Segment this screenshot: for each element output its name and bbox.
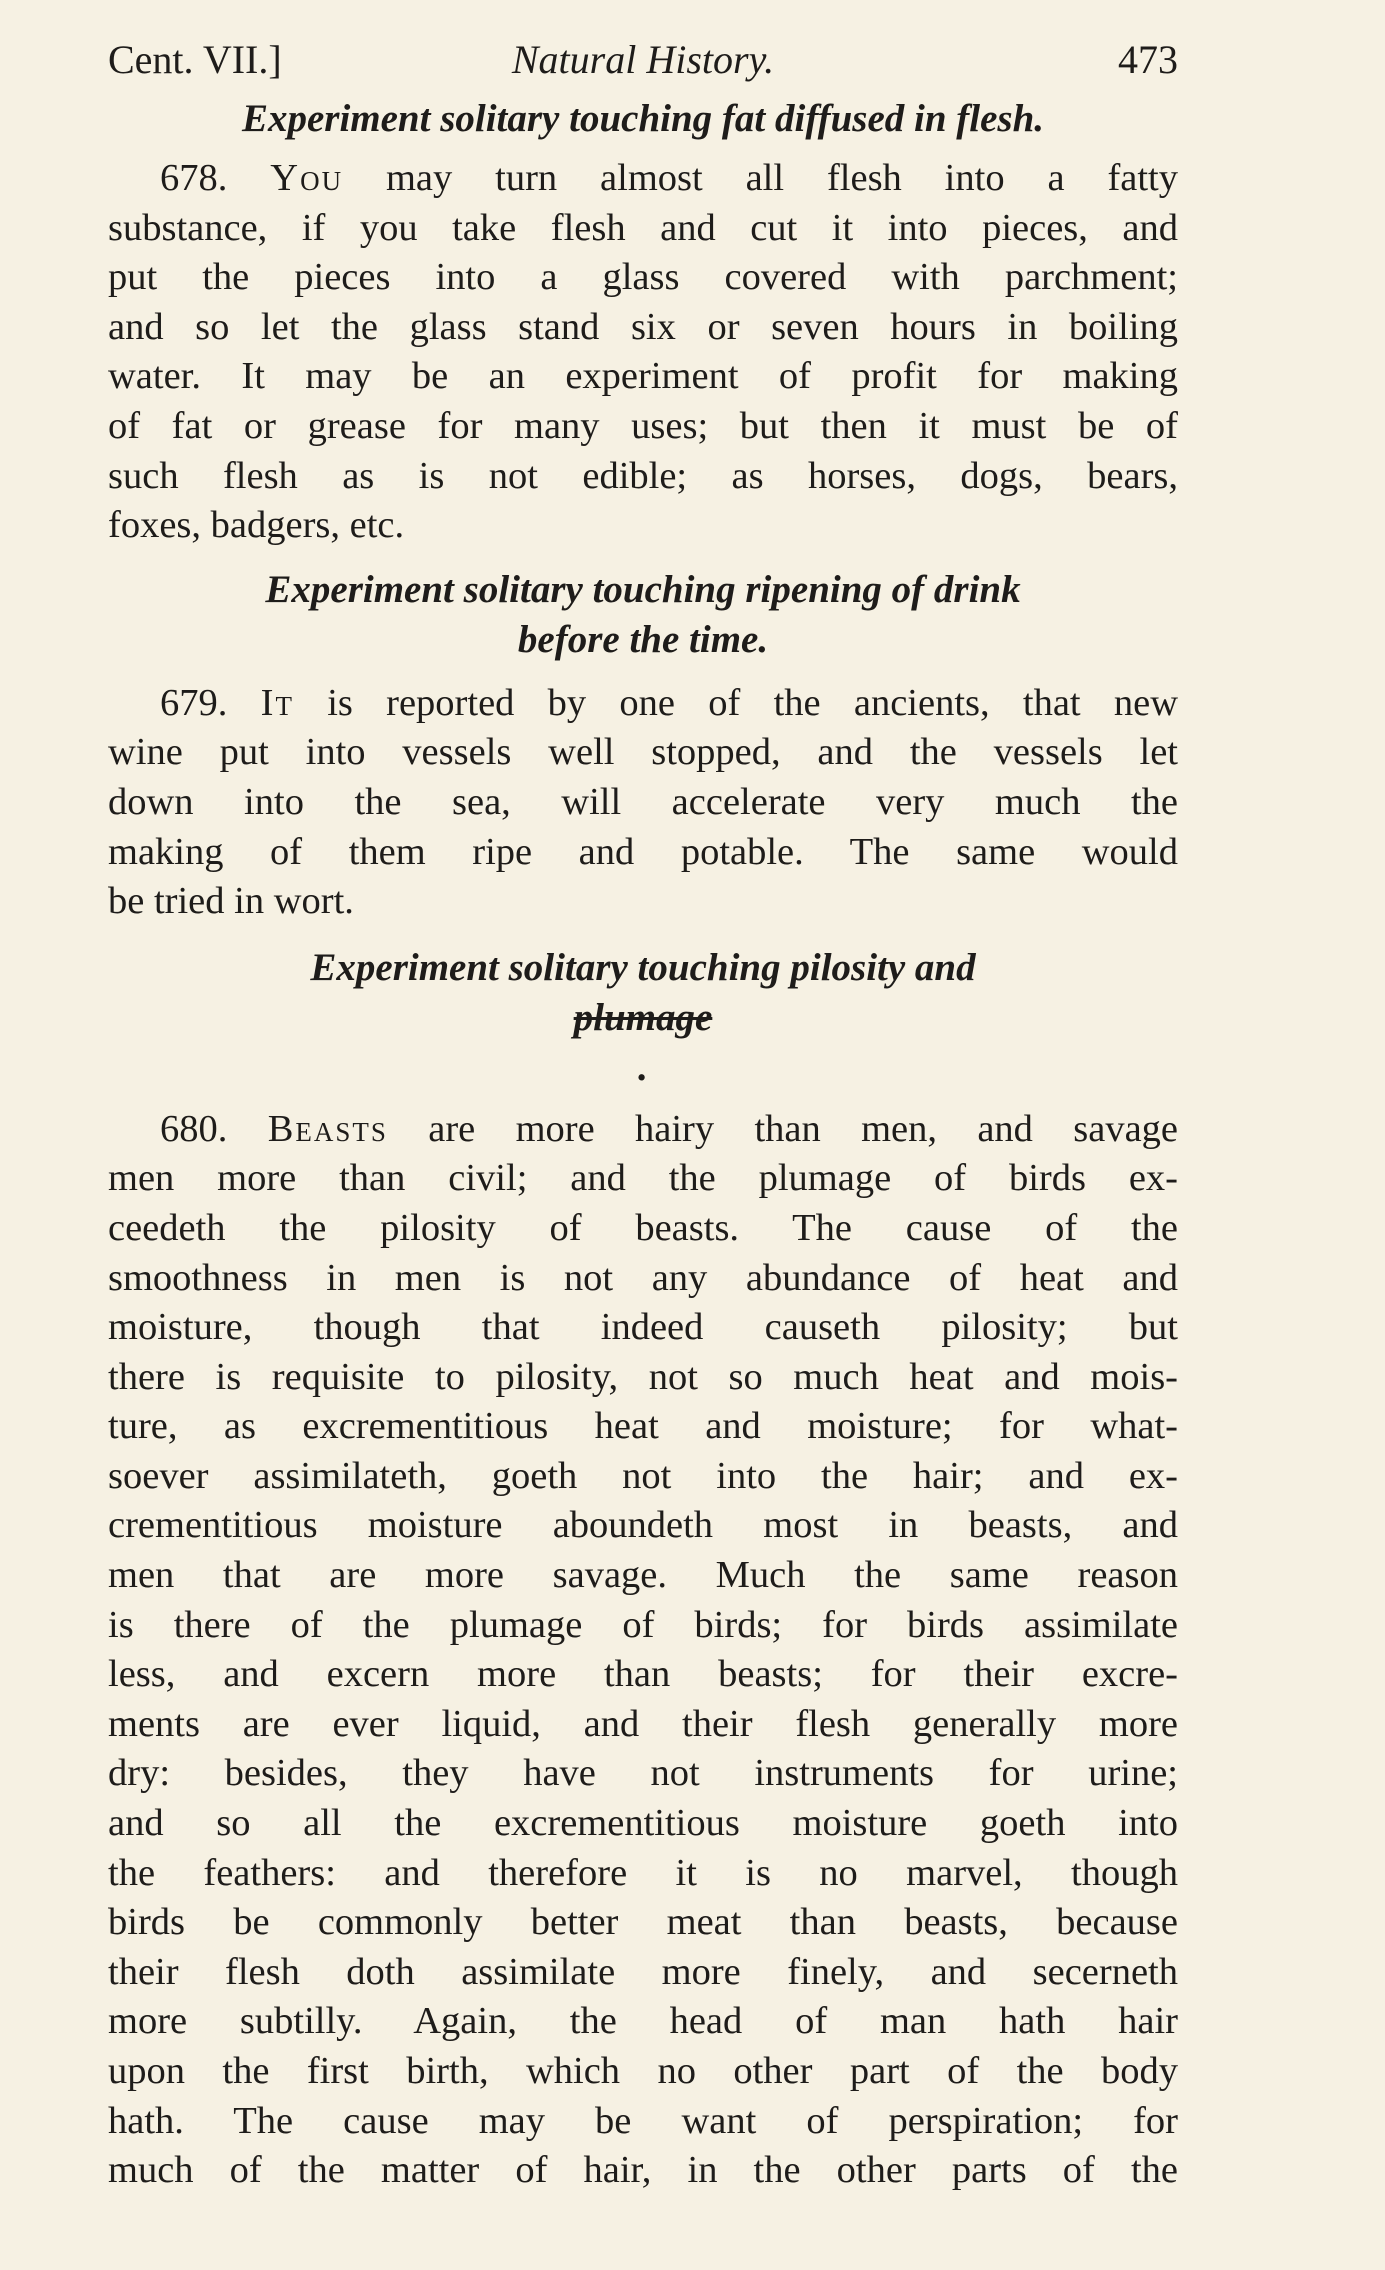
running-head <box>108 30 1178 90</box>
running-head-title: Natural History. <box>511 37 775 82</box>
section-heading-678: Experiment solitary touching fat diffused in flesh. <box>241 97 1045 140</box>
struck-word: plumage <box>573 995 713 1039</box>
lead-word: It <box>260 681 294 724</box>
paragraph-number: 678. <box>160 157 228 199</box>
lead-word: You <box>270 157 344 199</box>
section-heading-680: Experiment solitary touching pilosity and plumage . <box>108 943 1178 1093</box>
book-page <box>108 30 1178 2196</box>
paragraph-680: 680. Beasts are more hairy than men, and savage men more than civil; and the plumage of birds ex- ceedeth the pilosity of beasts. The cause of the smoothness in men is not any abundance of heat and moisture, though that indeed causeth pilosity; but there is requisite to pilosity, not so much heat and mois- ture, as excrementitious heat and moisture; for what- soever assimilateth, goeth not into the hair; and ex- crementitious moisture aboundeth most in beasts, and men that are more savage. Much the same reason is there of the plumage of birds; for birds assimilate less, and excern more than beasts; for their excre- ments are ever liquid, and their flesh generally more dry: besides, they have not instruments for urine; and so all the excrementitious moisture goeth into the feathers: and therefore it is no marvel, though birds be commonly better meat than beasts, because their flesh doth assimilate more finely, and secerneth more subtilly. Again, the head of man hath hair upon the first birth, which no other part of the body hath. The cause may be want of perspiration; for much of the matter of hair, in the other parts of the <box>108 1107 1178 2192</box>
running-head-section: Cent. VII.] <box>108 37 282 82</box>
paragraph-679: 679. It is reported by one of the ancients, that new wine put into vessels well stopped, and the vessels let down into the sea, will accelerate very much the making of them ripe and potable. The same would be tried in wort. <box>108 681 1179 923</box>
paragraph-number: 679. <box>160 681 228 724</box>
section-heading-679: Experiment solitary touching ripening of drink before the time. <box>265 567 1021 661</box>
paragraph-678: 678. You may turn almost all flesh into a fatty substance, if you take flesh and cut it into pieces, and put the pieces into a glass covered with parchment; and so let the glass stand six or seven hours in boiling water. It may be an experiment of profit for making of fat or grease for many uses; but then it must be of such flesh as is not edible; as horses, dogs, bears, foxes, badgers, etc. <box>108 157 1178 547</box>
paragraph-number: 680. <box>160 1107 228 1150</box>
lead-word: Beasts <box>267 1107 388 1150</box>
page-number: 473 <box>1118 37 1178 82</box>
